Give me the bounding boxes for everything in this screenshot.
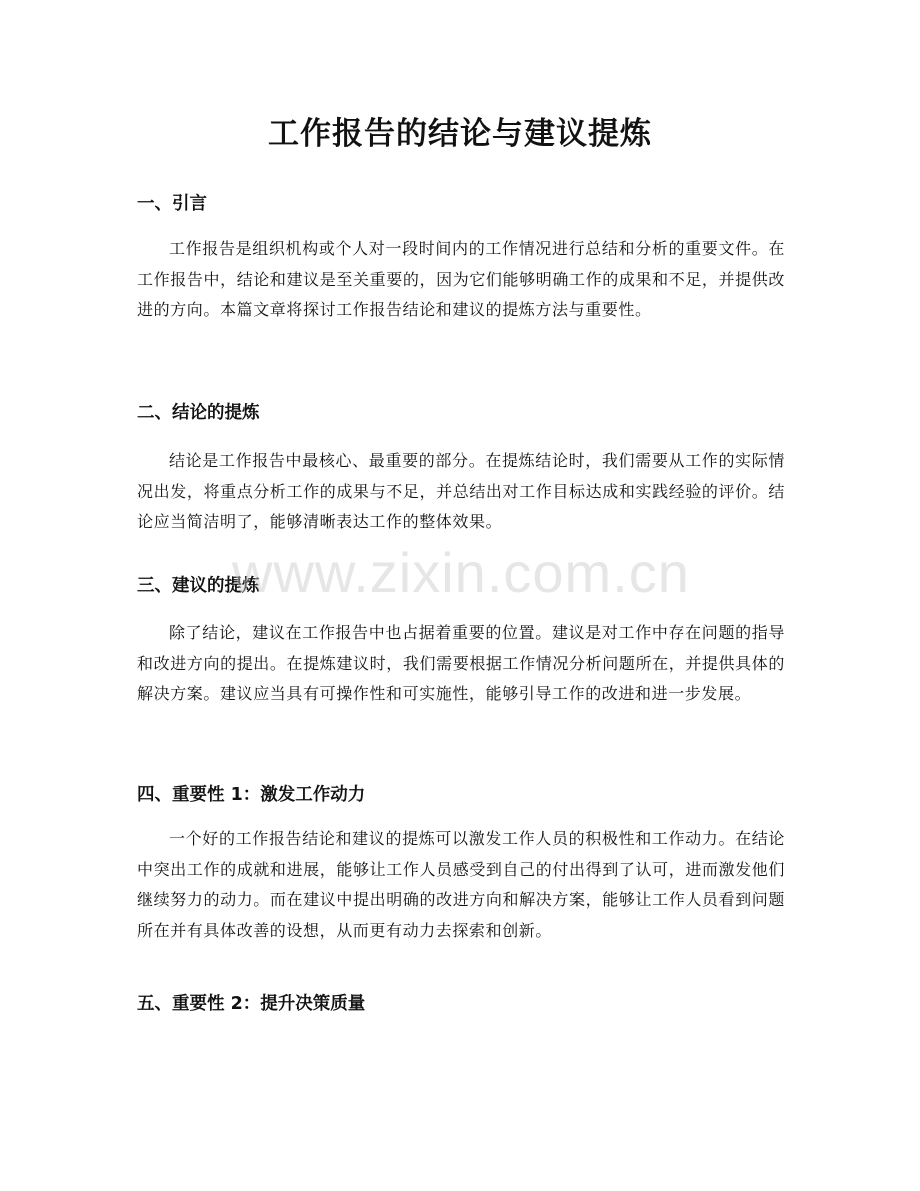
section-heading-intro: 一、引言 [137, 194, 207, 214]
document-title: 工作报告的结论与建议提炼 [268, 116, 652, 152]
section-paragraph-suggestion: 除了结论，建议在工作报告中也占据着重要的位置。建议是对工作中存在问题的指导和改进方向的提出。在提炼建议时，我们需要根据工作情况分析问题所在，并提供具体的解决方案。建议应当具有可操作性和可实施性，能够引导工作的改进和进一步发展。 [137, 623, 785, 703]
section-heading-conclusion: 二、结论的提炼 [137, 403, 260, 423]
section-paragraph-intro: 工作报告是组织机构或个人对一段时间内的工作情况进行总结和分析的重要文件。在工作报告中，结论和建议是至关重要的，因为它们能够明确工作的成果和不足，并提供改进的方向。本篇文章将探讨工作报告结论和建议的提炼方法与重要性。 [137, 239, 785, 319]
watermark: www.zixin.com.cn [232, 541, 690, 604]
section-heading-importance-2: 五、重要性 2：提升决策质量 [137, 994, 366, 1014]
section-heading-suggestion: 三、建议的提炼 [137, 576, 260, 596]
section-paragraph-importance-1: 一个好的工作报告结论和建议的提炼可以激发工作人员的积极性和工作动力。在结论中突出工作的成就和进展，能够让工作人员感受到自己的付出得到了认可，进而激发他们继续努力的动力。而在建议中提出明确的改进方向和解决方案，能够让工作人员看到问题所在并有具体改善的设想，从而更有动力去探索和创新。 [137, 829, 785, 940]
section-heading-importance-1: 四、重要性 1：激发工作动力 [137, 785, 366, 805]
section-paragraph-conclusion: 结论是工作报告中最核心、最重要的部分。在提炼结论时，我们需要从工作的实际情况出发，将重点分析工作的成果与不足，并总结出对工作目标达成和实践经验的评价。结论应当简洁明了，能够清晰表达工作的整体效果。 [137, 451, 785, 531]
